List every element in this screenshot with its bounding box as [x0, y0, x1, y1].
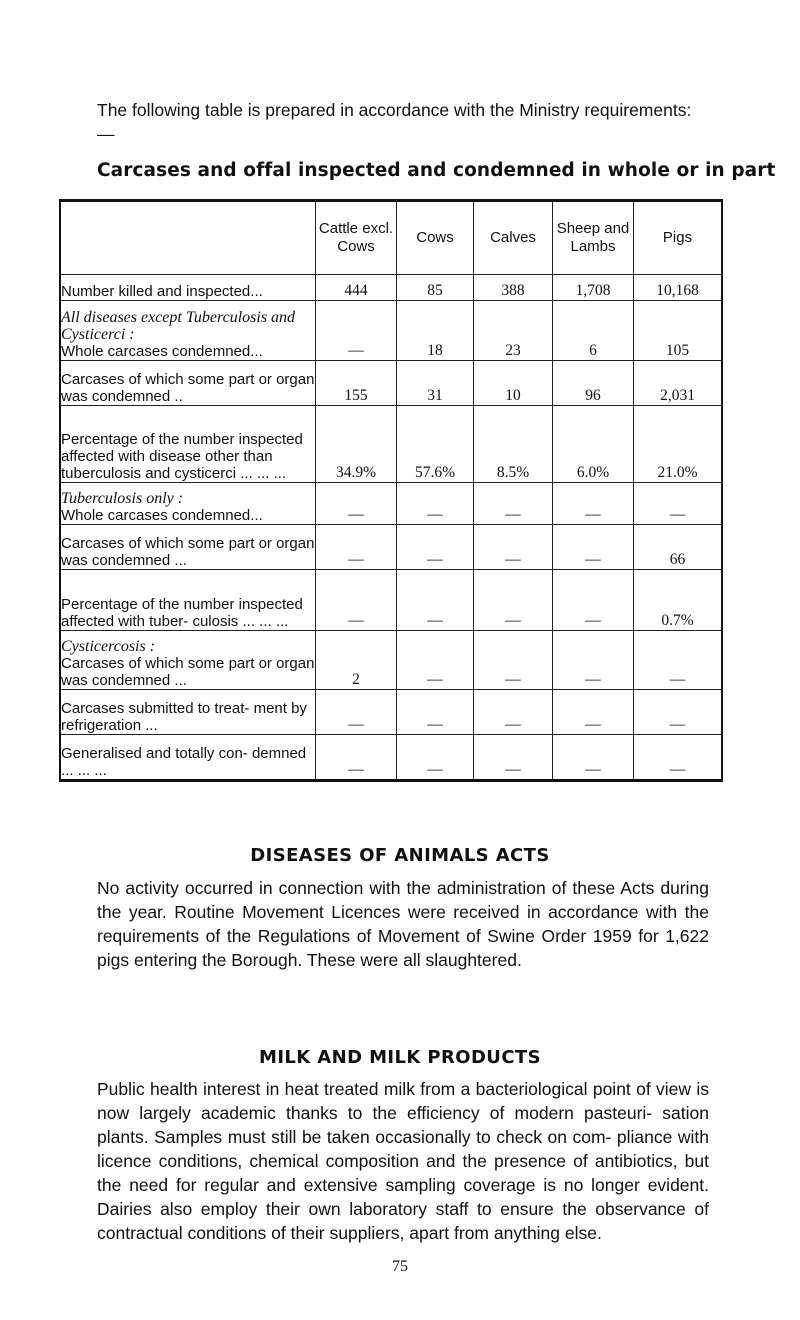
cell: — — [634, 735, 723, 781]
cell: — — [474, 735, 553, 781]
table-row — [60, 301, 722, 361]
row-label-group — [60, 631, 316, 690]
cell: — — [474, 690, 553, 735]
cell: 18 — [397, 301, 474, 361]
cell: 105 — [634, 301, 723, 361]
table-header-row — [60, 201, 722, 275]
cell: — — [474, 483, 553, 525]
table-row — [60, 483, 722, 525]
row-label: Number killed and inspected... — [60, 275, 316, 301]
cell: — — [397, 525, 474, 570]
cell: 66 — [634, 525, 723, 570]
table-row — [60, 631, 722, 690]
cell: 1,708 — [553, 275, 634, 301]
intro-text: The following table is prepared in accordance with the Ministry requirements: — — [97, 100, 692, 144]
cell: — — [634, 631, 723, 690]
section-heading-diseases: DISEASES OF ANIMALS ACTS — [250, 845, 550, 866]
row-label-group — [60, 483, 316, 525]
cell: — — [474, 570, 553, 631]
cell: 85 — [397, 275, 474, 301]
cell: 2 — [316, 631, 397, 690]
cell: — — [397, 631, 474, 690]
diseases-paragraph: No activity occurred in connection with the administration of these Acts during the year. Routine Movement Licences were received in accordance with the requirements of the Regulations of Movement of Swine Order 1959 for 1,622 pigs entering the Borough. These were all slaughtered. — [97, 878, 709, 970]
section-heading-milk: MILK AND MILK PRODUCTS — [259, 1047, 541, 1068]
cell: — — [316, 735, 397, 781]
cell: 34.9% — [316, 406, 397, 483]
row-label: Generalised and totally con- demned ... ... ... — [60, 735, 316, 781]
cell: — — [553, 631, 634, 690]
table-row — [60, 690, 722, 735]
row-label: Carcases of which some part or organ was condemned .. — [60, 361, 316, 406]
cell: — — [397, 690, 474, 735]
row-label: Whole carcases condemned... — [61, 343, 263, 360]
cell: — — [553, 525, 634, 570]
cell: — — [553, 570, 634, 631]
cell: 155 — [316, 361, 397, 406]
cell: — — [316, 690, 397, 735]
cell: — — [553, 483, 634, 525]
table-row — [60, 361, 722, 406]
row-label: Carcases submitted to treat- ment by refrigeration ... — [60, 690, 316, 735]
cell: 0.7% — [634, 570, 723, 631]
table-row — [60, 735, 722, 781]
cell: 96 — [553, 361, 634, 406]
group-heading: Cysticercosis : — [61, 638, 156, 655]
cell: — — [316, 525, 397, 570]
table-row — [60, 406, 722, 483]
row-label-group — [60, 301, 316, 361]
cell: 388 — [474, 275, 553, 301]
carcases-table — [59, 199, 723, 782]
cell: 10,168 — [634, 275, 723, 301]
group-heading: All diseases except Tuberculosis and Cysticerci : — [61, 309, 296, 343]
cell: — — [474, 525, 553, 570]
cell: — — [634, 690, 723, 735]
col-header: Calves — [474, 201, 553, 275]
col-header: Cows — [397, 201, 474, 275]
row-label: Carcases of which some part or organ was condemned ... — [60, 525, 316, 570]
cell: — — [316, 483, 397, 525]
cell: 23 — [474, 301, 553, 361]
row-label: Percentage of the number inspected affected with tuber- culosis ... ... ... — [60, 570, 316, 631]
group-heading: Tuberculosis only : — [61, 490, 184, 507]
cell: — — [553, 735, 634, 781]
col-header: Sheep and Lambs — [553, 201, 634, 275]
cell: 57.6% — [397, 406, 474, 483]
table-row — [60, 275, 722, 301]
table-row — [60, 570, 722, 631]
cell: 444 — [316, 275, 397, 301]
cell: — — [316, 301, 397, 361]
cell: 10 — [474, 361, 553, 406]
cell: — — [316, 570, 397, 631]
cell: 2,031 — [634, 361, 723, 406]
cell: — — [474, 631, 553, 690]
cell: — — [397, 570, 474, 631]
cell: — — [553, 690, 634, 735]
cell: 6.0% — [553, 406, 634, 483]
cell: — — [397, 483, 474, 525]
col-header: Pigs — [634, 201, 723, 275]
cell: — — [634, 483, 723, 525]
row-label: Carcases of which some part or organ was condemned ... — [61, 655, 315, 689]
cell: 6 — [553, 301, 634, 361]
page-number: 75 — [392, 1258, 408, 1275]
cell: 31 — [397, 361, 474, 406]
table-title: Carcases and offal inspected and condemned in whole or in part — [97, 160, 776, 181]
header-blank — [60, 201, 316, 275]
row-label: Percentage of the number inspected affected with disease other than tuberculosis and cysticerci ... ... ... — [60, 406, 316, 483]
cell: 21.0% — [634, 406, 723, 483]
col-header: Cattle excl. Cows — [316, 201, 397, 275]
cell: 8.5% — [474, 406, 553, 483]
row-label: Whole carcases condemned... — [61, 507, 263, 524]
cell: — — [397, 735, 474, 781]
table-row — [60, 525, 722, 570]
milk-paragraph: Public health interest in heat treated milk from a bacteriological point of view is now largely academic thanks to the efficiency of modern pasteuri- sation plants. Samples must still be taken occasionally to check on com- pliance with licence conditions, chemical composition and the presence of antibiotics, but the need for regular and extensive sampling coverage is no longer evident. Dairies also employ their own laboratory staff to ensure the observance of contractual conditions of their suppliers, apart from anything else. — [97, 1079, 709, 1243]
